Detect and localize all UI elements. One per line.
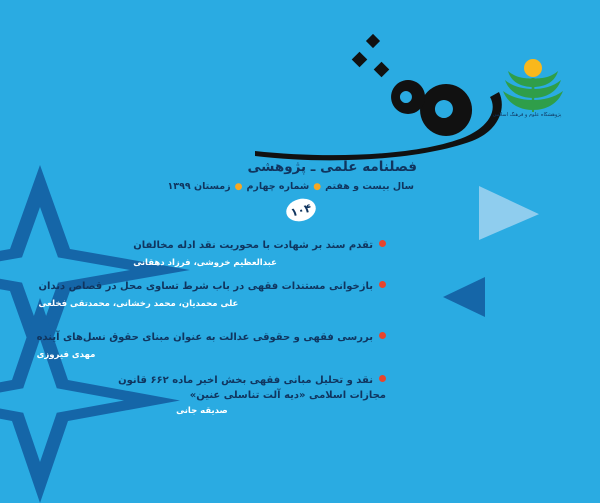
article-title-row bbox=[133, 237, 386, 252]
calligraphy-strokes bbox=[250, 8, 515, 163]
issue-number-label: شماره چهارم bbox=[246, 181, 310, 192]
article-authors: عبدالعظیم خروشی، فرزاد دهقانی bbox=[133, 258, 277, 268]
article-item bbox=[37, 329, 386, 361]
publisher-logo bbox=[490, 52, 565, 114]
bullet-separator-icon: ● bbox=[234, 182, 243, 192]
light-triangle-decoration bbox=[479, 186, 539, 240]
article-authors: علی محمدیان، محمد رخشانی، محمدتقی فخلعی bbox=[38, 299, 239, 309]
dark-wedge-decoration bbox=[443, 277, 485, 317]
journal-title-calligraphy bbox=[250, 8, 515, 163]
bullet-separator-icon: ● bbox=[313, 182, 322, 192]
red-bullet-icon bbox=[379, 240, 386, 247]
article-title-row bbox=[118, 372, 386, 387]
sun-icon bbox=[524, 59, 542, 77]
publisher-logo-graphic bbox=[490, 52, 565, 114]
article-title: نقد و تحلیل مبانی فقهی بخش اخیر ماده ۶۶۲ قانون bbox=[118, 375, 373, 386]
article-title: بررسی فقهی و حقوقی عدالت به عنوان مبنای حقوق نسل‌های آینده bbox=[36, 332, 373, 343]
issue-season: زمستان ۱۳۹۹ bbox=[167, 181, 231, 192]
journal-subtitle: فصلنامه علمی ـ پژوهشی bbox=[247, 159, 417, 175]
article-title-row bbox=[37, 329, 386, 344]
red-bullet-icon bbox=[379, 332, 386, 339]
article-list bbox=[37, 237, 386, 417]
issue-info-line bbox=[168, 181, 415, 192]
red-bullet-icon bbox=[379, 375, 386, 382]
article-title-row bbox=[38, 278, 386, 293]
publisher-name: پژوهشگاه علوم و فرهنگ اسلامی bbox=[492, 112, 562, 118]
issue-number-value: ۱۰۴ bbox=[289, 200, 313, 220]
issue-number-badge bbox=[284, 195, 319, 224]
article-title: بازخوانی مستندات فقهی در باب شرط تساوی محل در قصاص دندان bbox=[38, 281, 373, 292]
article-title: تقدم سند بر شهادت با محوریت نقد ادله مخالفان bbox=[133, 240, 373, 251]
article-authors: مهدی فیروزی bbox=[36, 350, 96, 360]
article-title-line2: مجازات اسلامی «دیه آلت تناسلی عنین» bbox=[189, 390, 386, 401]
article-item bbox=[133, 237, 386, 269]
article-authors-clipped: صدیقه جانی bbox=[176, 406, 228, 416]
article-item bbox=[38, 278, 386, 310]
article-item bbox=[118, 372, 386, 417]
issue-year: سال بیست و هفتم bbox=[325, 181, 414, 192]
leaves-icon bbox=[503, 71, 563, 112]
red-bullet-icon bbox=[379, 281, 386, 288]
